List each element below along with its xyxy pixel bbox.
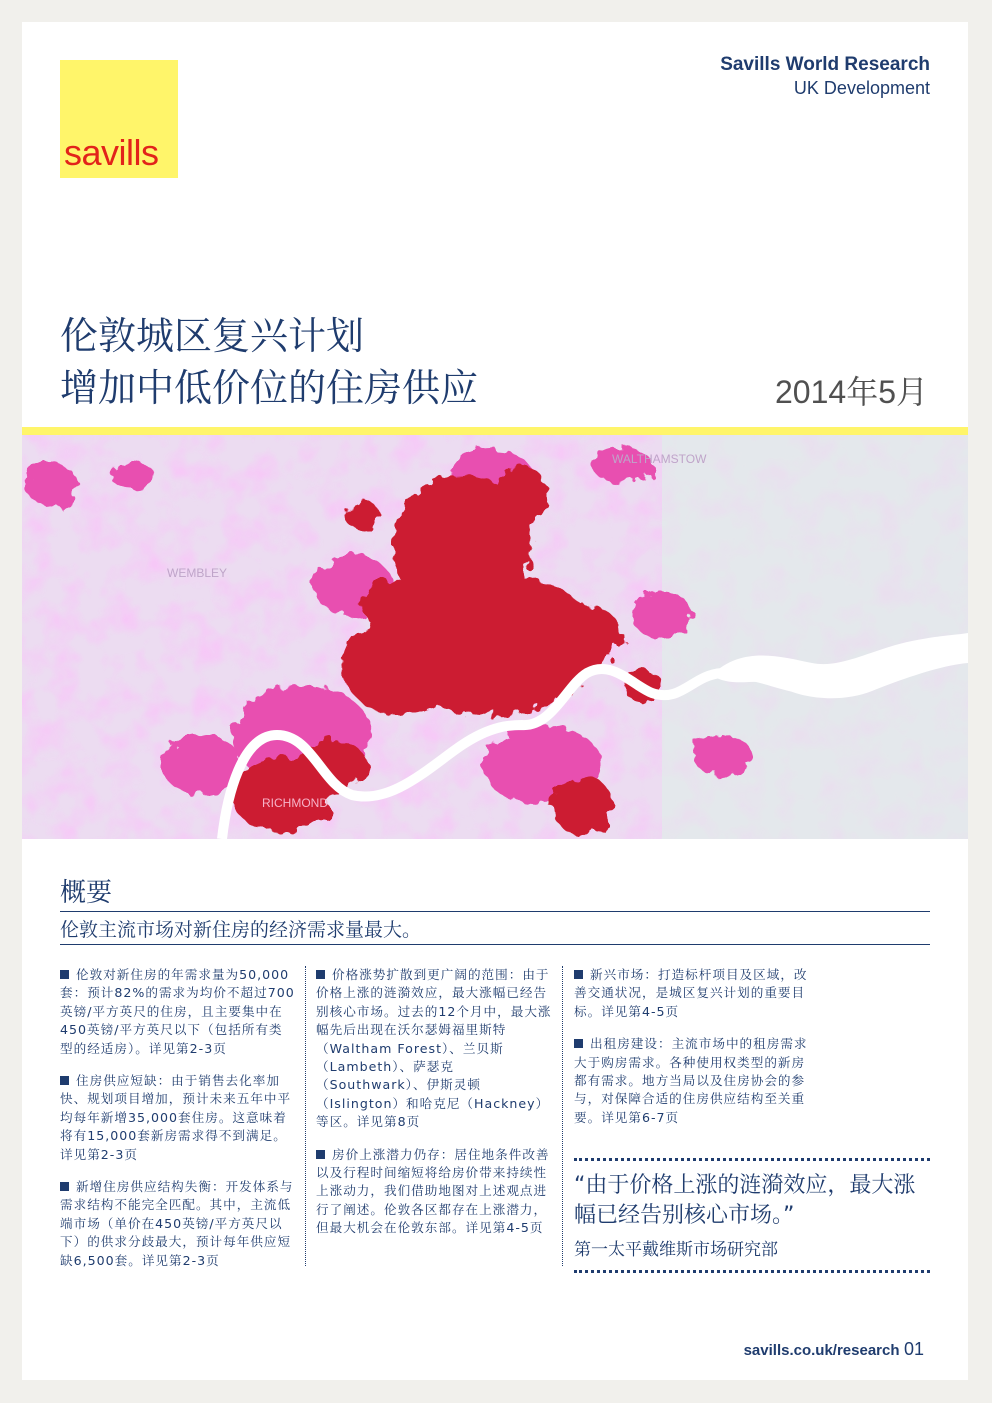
- summary-heading: 概要: [60, 878, 113, 908]
- pull-quote: [574, 1158, 930, 1273]
- summary-point: 住房供应短缺：由于销售去化率加快、规划项目增加，预计未来五年中平均每年新增35,000套住房。这意味着将有15,000套新房需求得不到满足。详见第2-3页: [60, 1073, 292, 1162]
- bullet-square: [60, 1182, 69, 1191]
- summary-rule-top: [60, 911, 930, 912]
- report-page: [22, 22, 968, 1380]
- report-date: 2014年5月: [775, 374, 928, 410]
- title-line1: 伦敦城区复兴计划: [60, 314, 365, 358]
- brand-line2: UK Development: [793, 78, 930, 98]
- bullet-square: [60, 1076, 69, 1085]
- logo-text: savills: [64, 132, 159, 173]
- summary-column-2: [316, 966, 552, 1252]
- summary-point: 房价上涨潜力仍存：居住地条件改善以及行程时间缩短将给房价带来持续性上涨动力，我们借助地图对上述观点进行了阐述。伦敦各区都存在上涨潜力，但最大机会在伦敦东部。详见第4-5页: [316, 1146, 550, 1236]
- london-heat-map: [22, 435, 968, 839]
- bullet-square: [60, 970, 69, 979]
- bullet-square: [574, 970, 583, 979]
- map-green-east: [662, 435, 968, 839]
- summary-subtitle: 伦敦主流市场对新住房的经济需求量最大。: [60, 919, 422, 941]
- column-separator: [305, 966, 306, 1266]
- summary-rule-bottom: [60, 944, 930, 945]
- summary-point: 价格涨势扩散到更广阔的范围：由于价格上涨的涟漪效应，最大涨幅已经告别核心市场。过去的12个月中，最大涨幅先后出现在沃尔瑟姆福里斯特（Waltham Forest）、兰贝斯（Lambeth）、萨瑟克（Southwark）、伊斯灵顿（Islington）和哈克尼（Hackney）等区。详见第8页: [316, 967, 552, 1130]
- bullet-square: [316, 1150, 325, 1159]
- footer: [744, 1339, 924, 1360]
- summary-point: 出租房建设：主流市场中的租房需求大于购房需求。各种使用权类型的新房都有需求。地方当局以及住房协会的参与，对保障合适的住房供应结构至关重要。详见第6-7页: [574, 1036, 808, 1125]
- bullet-square: [574, 1039, 583, 1048]
- quote-attribution: 第一太平戴维斯市场研究部: [574, 1240, 778, 1260]
- page-number: 01: [903, 1339, 924, 1359]
- quote-text: “由于价格上涨的涟漪效应，最大涨幅已经告别核心市场。”: [574, 1173, 916, 1228]
- summary-column-3: [574, 966, 810, 1141]
- summary-point: 伦敦对新住房的年需求量为50,000套：预计82%的需求为均价不超过700英镑/平方英尺的住房，且主要集中在450英镑/平方英尺以下（包括所有类型的经适房）。详见第2-3页: [60, 967, 295, 1056]
- yellow-divider: [22, 427, 968, 435]
- map-label-wembley: WEMBLEY: [167, 566, 228, 580]
- brand-line1: Savills World Research: [720, 54, 930, 75]
- bullet-square: [316, 970, 325, 979]
- map-label-richmond: RICHMOND: [262, 796, 328, 810]
- map-label-walthamstow: WALTHAMSTOW: [612, 452, 707, 466]
- savills-logo: [60, 60, 178, 178]
- quote-dots-top: [574, 1158, 930, 1161]
- report-title: [60, 310, 478, 414]
- footer-url[interactable]: savills.co.uk/research: [743, 1342, 900, 1359]
- summary-column-1: [60, 966, 296, 1284]
- summary-point: 新增住房供应结构失衡：开发体系与需求结构不能完全匹配。其中，主流低端市场（单价在450英镑/平方英尺以下）的供求分歧最大，预计每年供应短缺6,500套。详见第2-3页: [60, 1179, 294, 1268]
- brand-header: [720, 54, 930, 99]
- quote-dots-bottom: [574, 1270, 930, 1273]
- title-line2: 增加中低价位的住房供应: [60, 366, 479, 410]
- column-separator: [562, 966, 563, 1266]
- summary-point: 新兴市场：打造标杆项目及区域，改善交通状况，是城区复兴计划的重要目标。详见第4-5页: [574, 967, 808, 1019]
